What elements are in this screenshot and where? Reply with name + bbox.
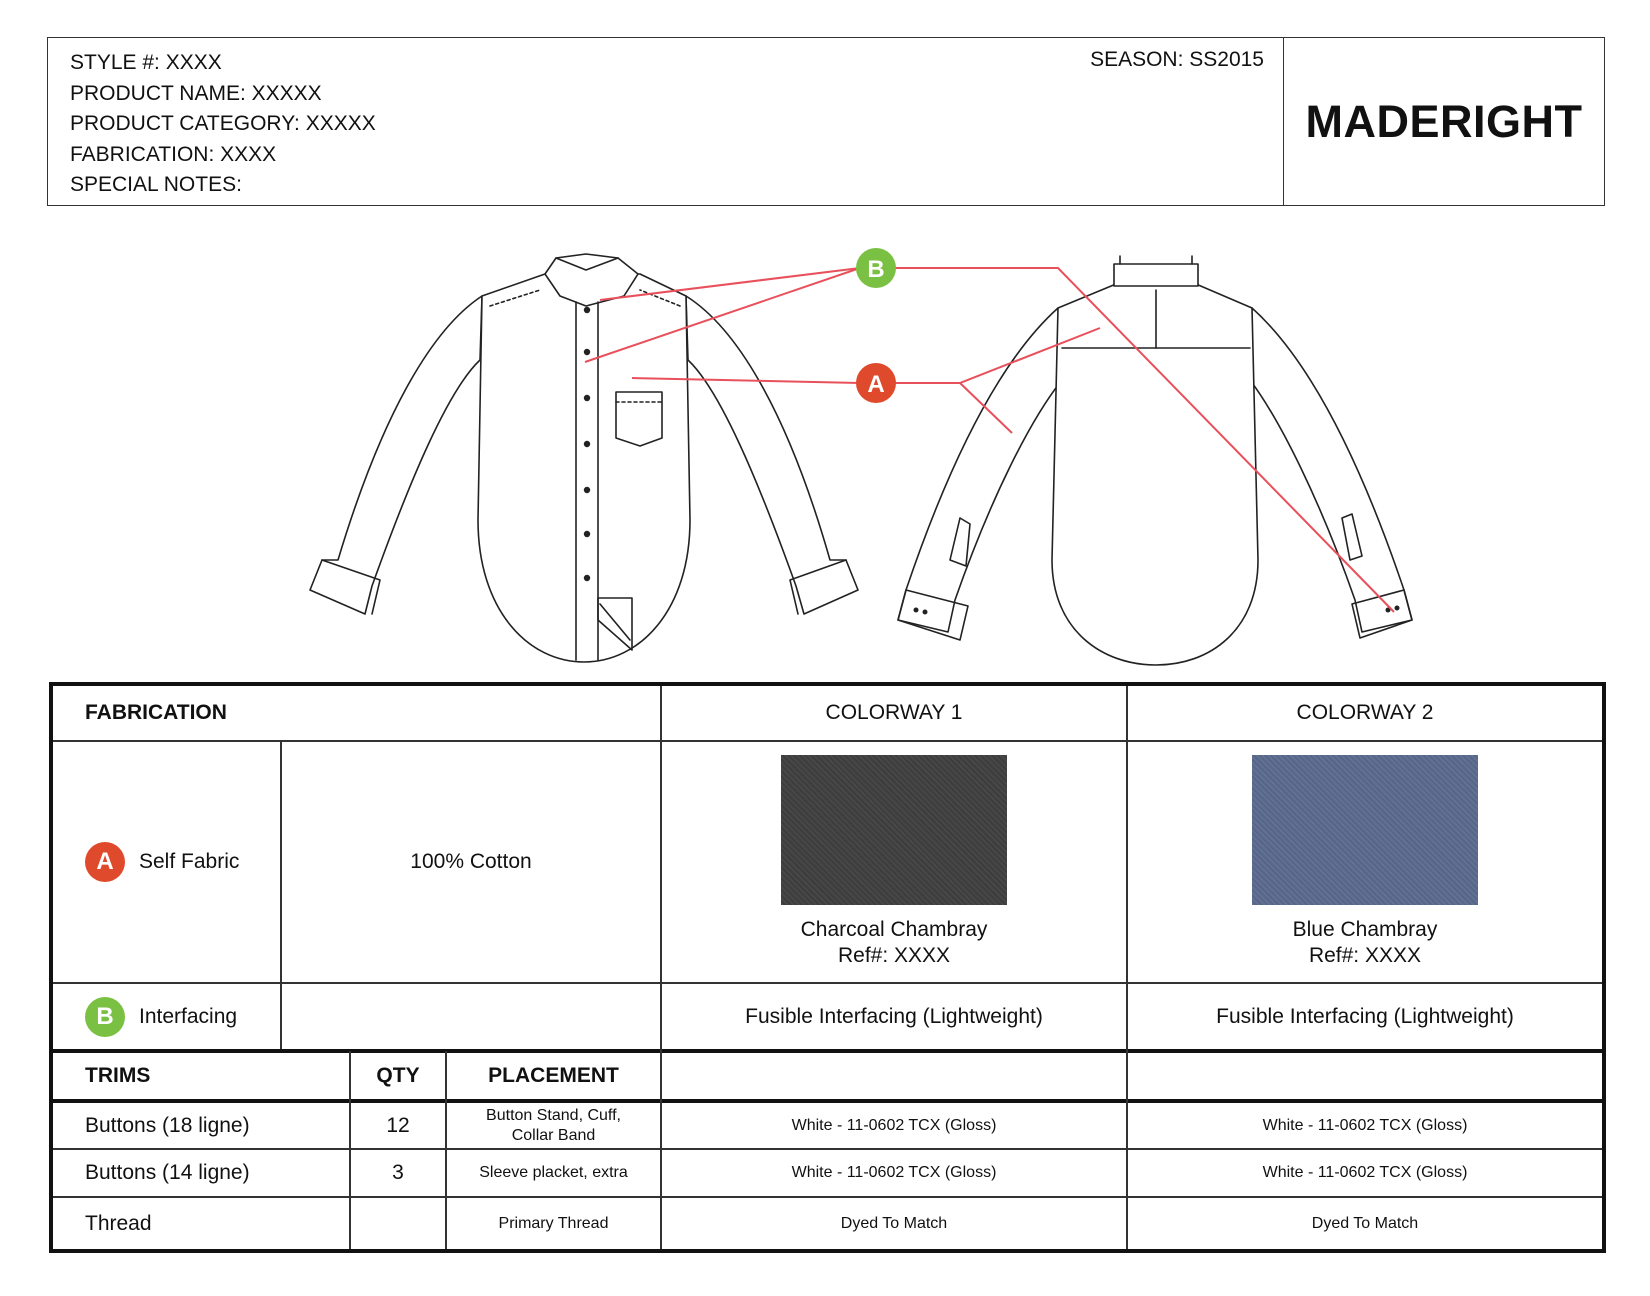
style-number: STYLE #: XXXX: [70, 51, 222, 74]
trim-row-3-colorway-2: Dyed To Match: [1311, 1214, 1419, 1232]
callout-badge-b: [856, 248, 896, 288]
interfacing-badge: B: [85, 997, 125, 1037]
trim-row-1-placement-line-2: Collar Band: [511, 1126, 596, 1144]
callout-a-text: A: [867, 371, 885, 398]
trim-row-3-placement: Primary Thread: [498, 1214, 609, 1232]
back-shirt-sketch: [898, 256, 1412, 665]
spec-table: [49, 682, 1606, 1253]
trim-row-2-qty: 3: [392, 1161, 404, 1184]
trim-row-2-placement: Sleeve placket, extra: [479, 1164, 628, 1181]
blue-chambray-swatch: [1252, 755, 1478, 905]
trim-row-1-colorway-1: White - 11-0602 TCX (Gloss): [791, 1116, 997, 1134]
callout-badge-a: [856, 363, 896, 403]
trim-row-1-colorway-2: White - 11-0602 TCX (Gloss): [1262, 1116, 1468, 1134]
trim-row-1-placement-line-1: Button Stand, Cuff,: [486, 1106, 621, 1124]
colorway-2-header: COLORWAY 2: [1296, 701, 1434, 724]
colorway-2-swatch-cell: [1128, 742, 1602, 982]
charcoal-chambray-swatch: [781, 755, 1007, 905]
self-fabric-label: Self Fabric: [139, 850, 240, 873]
season: SEASON: SS2015: [1090, 48, 1264, 71]
brand-cell: [1283, 38, 1604, 205]
colorway-1-swatch-cell: [662, 742, 1126, 982]
fabrication-title: FABRICATION: [85, 701, 227, 724]
qty-header: QTY: [376, 1064, 420, 1087]
trim-row-3-qty: [351, 1198, 445, 1249]
interfacing-label-cell: [85, 984, 279, 1049]
trim-row-2-colorway-2: White - 11-0602 TCX (Gloss): [1262, 1164, 1468, 1181]
self-fabric-label-cell: [85, 742, 279, 982]
self-fabric-badge: A: [85, 842, 125, 882]
trim-row-1-placement: [447, 1103, 660, 1148]
colorway-2-fabric-name: Blue Chambray: [1292, 918, 1438, 941]
self-fabric-content: 100% Cotton: [410, 850, 532, 873]
product-info: [70, 48, 376, 201]
colorway-1-fabric-name: Charcoal Chambray: [800, 918, 988, 941]
trim-row-3-colorway-1: Dyed To Match: [840, 1214, 948, 1232]
colorway-1-header: COLORWAY 1: [825, 701, 963, 724]
tech-pack-header: [47, 37, 1605, 206]
front-shirt-sketch: [310, 254, 858, 662]
trim-row-1-qty: 12: [386, 1113, 410, 1137]
colorway-2-fabric-ref: Ref#: XXXX: [1308, 944, 1422, 967]
interfacing-colorway-1: Fusible Interfacing (Lightweight): [745, 1004, 1043, 1028]
product-name: PRODUCT NAME: XXXXX: [70, 81, 322, 105]
placement-header: PLACEMENT: [488, 1064, 619, 1087]
brand-logo: MADERIGHT: [1305, 95, 1583, 147]
trim-row-3-name: Thread: [85, 1211, 152, 1235]
trim-row-1-name: Buttons (18 ligne): [85, 1113, 250, 1137]
garment-sketch: [300, 240, 1440, 670]
trims-header: TRIMS: [85, 1064, 151, 1087]
fabrication-info: FABRICATION: XXXX: [70, 142, 277, 166]
trim-row-2-colorway-1: White - 11-0602 TCX (Gloss): [791, 1164, 997, 1181]
trim-row-2-name: Buttons (14 ligne): [85, 1161, 250, 1184]
interfacing-label: Interfacing: [139, 1004, 238, 1028]
callout-b-text: B: [867, 256, 885, 283]
product-category: PRODUCT CATEGORY: XXXXX: [70, 112, 376, 135]
special-notes: SPECIAL NOTES:: [70, 173, 242, 196]
interfacing-colorway-2: Fusible Interfacing (Lightweight): [1216, 1004, 1514, 1028]
colorway-1-fabric-ref: Ref#: XXXX: [837, 944, 951, 967]
